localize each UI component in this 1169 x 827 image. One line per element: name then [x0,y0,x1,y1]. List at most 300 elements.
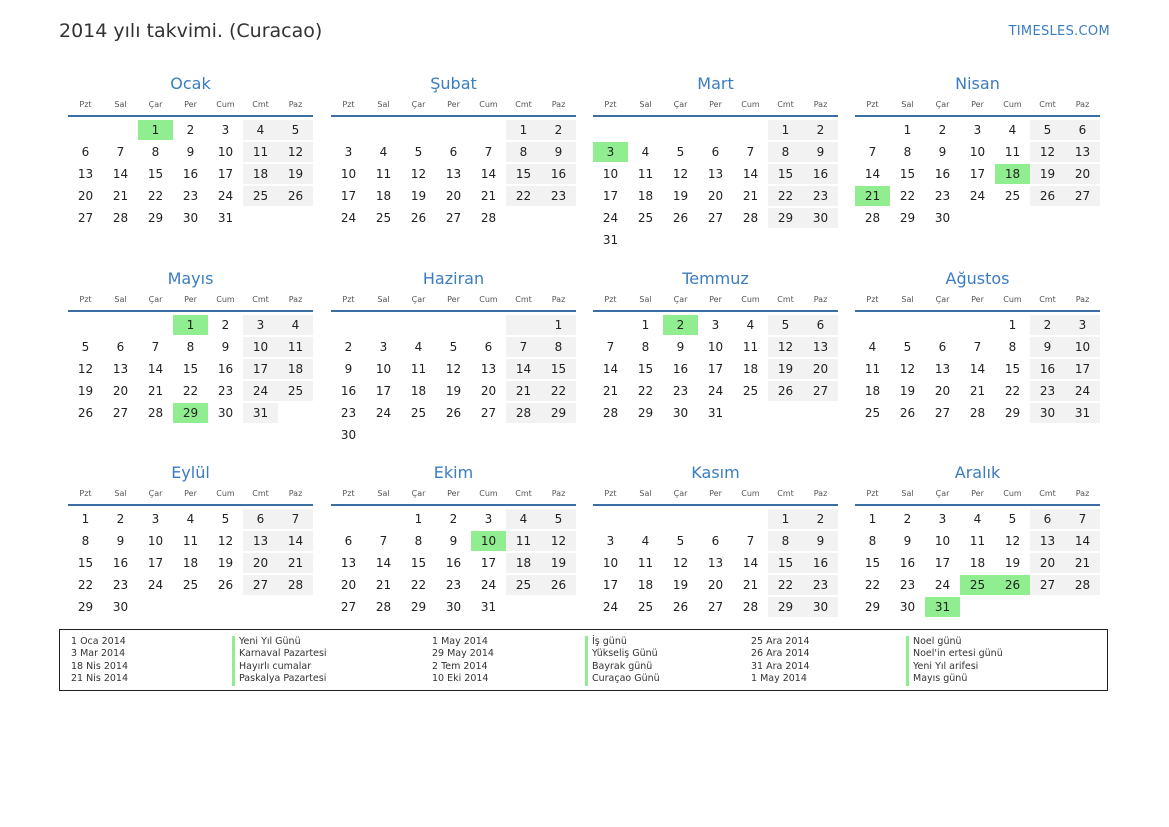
day-cell: 16 [899,556,916,570]
day-cell: 27 [934,406,951,420]
week-row [855,164,1100,186]
day-cell: 26 [1030,186,1065,206]
empty-cell [331,120,366,140]
weekday-label: Paz [813,295,828,304]
weekday-label: Cmt [515,100,532,109]
empty-cell [331,509,366,529]
day-cell: 10 [243,337,278,357]
header-divider [593,115,838,117]
empty-cell [243,597,278,617]
legend-holiday-name: Noel'in ertesi günü [906,648,1003,660]
empty-cell [733,403,768,423]
day-cell: 22 [541,381,576,401]
day-cell: 29 [410,600,427,614]
day-cell: 23 [899,578,916,592]
weekday-label: Pzt [604,489,617,498]
day-cell: 30 [672,406,689,420]
weekday-label: Çar [411,295,426,304]
weekday-header [331,95,576,112]
day-cell: 16 [803,164,838,184]
day-cell: 10 [602,167,619,181]
day-cell: 4 [641,534,650,548]
day-cell: 1 [768,120,803,140]
legend-date: 31 Ara 2014 [751,660,810,672]
day-cell: 20 [480,384,497,398]
weekday-label: Sal [901,295,914,304]
day-cell: 14 [375,556,392,570]
day-cell: 10 [1065,337,1100,357]
day-cell: 29 [1004,406,1021,420]
weekday-label: Paz [551,489,566,498]
day-cell: 13 [707,556,724,570]
month-name: Şubat [430,74,477,93]
month-name: Ekim [433,463,474,482]
weekday-label: Cmt [252,489,269,498]
day-cell: 18 [410,384,427,398]
day-cell: 6 [1065,120,1100,140]
week-row [331,142,576,164]
day-cell: 2 [186,123,195,137]
week-row [331,403,576,425]
day-cell: 16 [672,362,689,376]
day-cell: 12 [77,362,94,376]
day-cell: 7 [379,534,388,548]
header-divider [68,115,313,117]
empty-cell [960,597,995,617]
day-cell: 16 [1030,359,1065,379]
day-cell: 26 [410,211,427,225]
week-row [593,337,838,359]
day-cell: 18 [243,164,278,184]
day-cell: 22 [637,384,654,398]
empty-cell [366,120,401,140]
empty-cell [471,120,506,140]
day-cell: 4 [868,340,877,354]
legend-holiday-name: İş günü [585,636,660,648]
empty-cell [698,230,733,250]
header-divider [331,504,576,506]
legend-dates-col-1 [71,636,128,686]
weekday-label: Cmt [515,489,532,498]
day-cell: 15 [768,553,803,573]
day-cell: 28 [506,403,541,423]
day-cell: 6 [81,145,90,159]
day-cell: 31 [480,600,497,614]
day-cell: 22 [182,384,199,398]
holiday-legend [59,629,1108,691]
day-cell: 24 [934,578,951,592]
empty-cell [925,315,960,335]
weekday-label: Per [971,100,984,109]
day-cell: 13 [1065,142,1100,162]
day-cell: 24 [602,211,619,225]
day-cell: 10 [147,534,164,548]
day-cell: 16 [340,384,357,398]
empty-cell [366,425,401,445]
weekday-label: Çar [148,100,163,109]
day-cell: 8 [903,145,912,159]
weekday-label: Cum [1003,489,1022,498]
header-divider [855,310,1100,312]
day-cell: 29 [541,403,576,423]
day-cell: 21 [1065,553,1100,573]
day-cell: 4 [414,340,423,354]
day-cell: 12 [1030,142,1065,162]
legend-dates-col-3 [751,636,810,686]
day-cell: 16 [217,362,234,376]
empty-cell [506,597,541,617]
empty-cell [733,120,768,140]
weekday-label: Çar [935,489,950,498]
day-cell: 1 [903,123,912,137]
day-cell: 12 [410,167,427,181]
weekday-label: Sal [639,489,652,498]
week-row [593,142,838,164]
day-cell: 7 [973,340,982,354]
empty-cell [138,315,173,335]
empty-cell [208,597,243,617]
day-cell: 9 [116,534,125,548]
day-cell: 25 [637,600,654,614]
day-cell: 26 [899,406,916,420]
weekday-label: Per [184,295,197,304]
day-cell: 23 [112,578,129,592]
weekday-label: Çar [411,100,426,109]
legend-holiday-name: Hayırlı cumalar [232,661,327,673]
week-row [855,337,1100,359]
empty-cell [995,208,1030,228]
day-cell: 6 [938,340,947,354]
weekday-label: Cum [741,295,760,304]
week-row [68,509,313,531]
empty-cell [593,315,628,335]
day-cell: 22 [506,186,541,206]
day-cell: 28 [602,406,619,420]
weekday-label: Sal [114,100,127,109]
day-cell: 3 [973,123,982,137]
day-cell: 28 [742,211,759,225]
weekday-label: Cmt [1039,100,1056,109]
day-cell: 15 [637,362,654,376]
day-cell: 6 [243,509,278,529]
weekday-label: Cum [479,295,498,304]
empty-cell [243,208,278,228]
week-row [593,381,838,403]
day-cell: 14 [602,362,619,376]
day-cell: 1 [414,512,423,526]
day-cell: 21 [602,384,619,398]
weekday-header [68,484,313,501]
day-cell: 31 [707,406,724,420]
day-cell: 21 [969,384,986,398]
day-cell: 16 [445,556,462,570]
day-cell: 26 [672,211,689,225]
day-cell: 15 [506,164,541,184]
weekday-label: Cum [216,295,235,304]
empty-cell [768,403,803,423]
day-cell: 11 [410,362,427,376]
weekday-label: Sal [114,295,127,304]
empty-cell [173,597,208,617]
day-cell: 18 [278,359,313,379]
day-cell: 19 [768,359,803,379]
week-row [331,186,576,208]
empty-cell [733,230,768,250]
weekday-header [68,290,313,307]
day-cell: 24 [147,578,164,592]
day-cell: 22 [899,189,916,203]
month-name: Ocak [170,74,211,93]
day-cell: 31 [602,233,619,247]
day-cell: 11 [742,340,759,354]
weekday-header [855,290,1100,307]
week-row [593,509,838,531]
day-cell: 3 [938,512,947,526]
day-cell: 26 [445,406,462,420]
day-cell: 13 [480,362,497,376]
weekday-label: Çar [148,295,163,304]
day-cell: 11 [375,167,392,181]
weekday-label: Çar [935,100,950,109]
day-cell: 5 [1030,120,1065,140]
day-cell: 24 [480,578,497,592]
legend-date: 10 Eki 2014 [432,673,489,685]
day-cell: 17 [602,578,619,592]
empty-cell [768,230,803,250]
week-row [68,315,313,337]
day-cell: 11 [278,337,313,357]
weekday-header [331,290,576,307]
weekday-label: Cmt [777,489,794,498]
day-cell: 14 [278,531,313,551]
weekday-header [593,95,838,112]
day-cell: 21 [112,189,129,203]
day-cell: 7 [151,340,160,354]
weekday-header [593,290,838,307]
weekday-label: Sal [901,489,914,498]
weekday-label: Cmt [252,295,269,304]
day-cell: 7 [746,145,755,159]
day-cell: 30 [899,600,916,614]
month-name: Mayıs [167,269,214,288]
day-cell: 2 [903,512,912,526]
month-calendar [855,462,1100,619]
week-row [331,120,576,142]
day-cell: 9 [449,534,458,548]
day-cell: 17 [934,556,951,570]
day-cell: 1 [506,120,541,140]
day-cell: 20 [803,359,838,379]
day-cell: 3 [344,145,353,159]
day-cell: 20 [707,578,724,592]
empty-cell [663,230,698,250]
day-cell: 25 [960,575,995,595]
empty-cell [628,120,663,140]
week-row [855,553,1100,575]
day-cell: 9 [221,340,230,354]
day-cell: 1 [138,120,173,140]
day-cell: 3 [243,315,278,335]
week-row [331,425,576,447]
day-cell: 29 [147,211,164,225]
weekday-label: Paz [288,489,303,498]
day-cell: 30 [182,211,199,225]
legend-date: 1 May 2014 [432,636,488,647]
day-cell: 9 [344,362,353,376]
day-cell: 21 [742,578,759,592]
day-cell: 10 [707,340,724,354]
day-cell: 7 [868,145,877,159]
month-name: Eylül [171,463,210,482]
day-cell: 4 [973,512,982,526]
legend-holiday-name: Curaçao Günü [585,673,660,685]
week-row [68,403,313,425]
weekday-label: Paz [813,489,828,498]
day-cell: 12 [768,337,803,357]
day-cell: 22 [1004,384,1021,398]
day-cell: 13 [1030,531,1065,551]
day-cell: 26 [278,186,313,206]
day-cell: 9 [676,340,685,354]
week-row [593,359,838,381]
weekday-label: Paz [1075,489,1090,498]
month-calendar [593,462,838,619]
weekday-label: Cum [741,100,760,109]
day-cell: 25 [410,406,427,420]
day-cell: 4 [243,120,278,140]
day-cell: 6 [711,534,720,548]
week-row [855,186,1100,208]
empty-cell [366,509,401,529]
empty-cell [1030,597,1065,617]
week-row [331,553,576,575]
day-cell: 4 [641,145,650,159]
day-cell: 23 [803,186,838,206]
day-cell: 19 [445,384,462,398]
day-cell: 16 [182,167,199,181]
day-cell: 24 [340,211,357,225]
weekday-label: Sal [377,489,390,498]
day-cell: 5 [676,145,685,159]
day-cell: 1 [868,512,877,526]
day-cell: 18 [969,556,986,570]
empty-cell [68,120,103,140]
day-cell: 13 [445,167,462,181]
day-cell: 6 [449,145,458,159]
day-cell: 20 [1065,164,1100,184]
day-cell: 24 [602,600,619,614]
weekday-label: Pzt [866,295,879,304]
week-row [68,553,313,575]
day-cell: 18 [742,362,759,376]
week-row [855,208,1100,230]
day-cell: 23 [445,578,462,592]
week-row [593,403,838,425]
day-cell: 20 [445,189,462,203]
day-cell: 8 [151,145,160,159]
day-cell: 30 [803,597,838,617]
weekday-header [331,484,576,501]
day-cell: 2 [116,512,125,526]
week-row [331,531,576,553]
day-cell: 6 [1030,509,1065,529]
day-cell: 2 [803,509,838,529]
day-cell: 15 [768,164,803,184]
weekday-label: Sal [114,489,127,498]
day-cell: 5 [768,315,803,335]
weekday-label: Paz [1075,100,1090,109]
week-row [68,208,313,230]
day-cell: 7 [278,509,313,529]
day-cell: 28 [864,211,881,225]
day-cell: 4 [746,318,755,332]
day-cell: 1 [173,315,208,335]
month-calendar [68,73,313,230]
day-cell: 24 [243,381,278,401]
empty-cell [698,509,733,529]
weekday-label: Per [447,489,460,498]
weekday-label: Cum [479,489,498,498]
day-cell: 10 [217,145,234,159]
day-cell: 8 [186,340,195,354]
day-cell: 15 [410,556,427,570]
brand-link[interactable]: TIMESLES.COM [1008,24,1110,39]
month-calendar [68,268,313,425]
day-cell: 16 [541,164,576,184]
day-cell: 21 [742,189,759,203]
header-divider [593,504,838,506]
day-cell: 28 [112,211,129,225]
day-cell: 4 [1008,123,1017,137]
weekday-label: Per [971,489,984,498]
weekday-label: Çar [935,295,950,304]
empty-cell [960,315,995,335]
week-row [68,381,313,403]
day-cell: 28 [480,211,497,225]
month-calendar [331,462,576,619]
day-cell: 20 [340,578,357,592]
empty-cell [803,230,838,250]
day-cell: 16 [934,167,951,181]
day-cell: 3 [593,142,628,162]
day-cell: 18 [182,556,199,570]
day-cell: 8 [641,340,650,354]
day-cell: 18 [637,578,654,592]
day-cell: 3 [221,123,230,137]
empty-cell [401,315,436,335]
empty-cell [1065,208,1100,228]
legend-names-col-2 [585,636,660,686]
legend-date: 26 Ara 2014 [751,648,810,660]
empty-cell [663,120,698,140]
day-cell: 25 [742,384,759,398]
day-cell: 28 [969,406,986,420]
weekday-label: Per [709,295,722,304]
day-cell: 22 [77,578,94,592]
week-row [68,597,313,619]
day-cell: 19 [410,189,427,203]
day-cell: 26 [217,578,234,592]
day-cell: 2 [344,340,353,354]
day-cell: 17 [217,167,234,181]
day-cell: 2 [663,315,698,335]
day-cell: 18 [864,384,881,398]
day-cell: 3 [484,512,493,526]
weekday-label: Pzt [79,100,92,109]
day-cell: 29 [77,600,94,614]
month-calendar [855,268,1100,425]
day-cell: 21 [278,553,313,573]
